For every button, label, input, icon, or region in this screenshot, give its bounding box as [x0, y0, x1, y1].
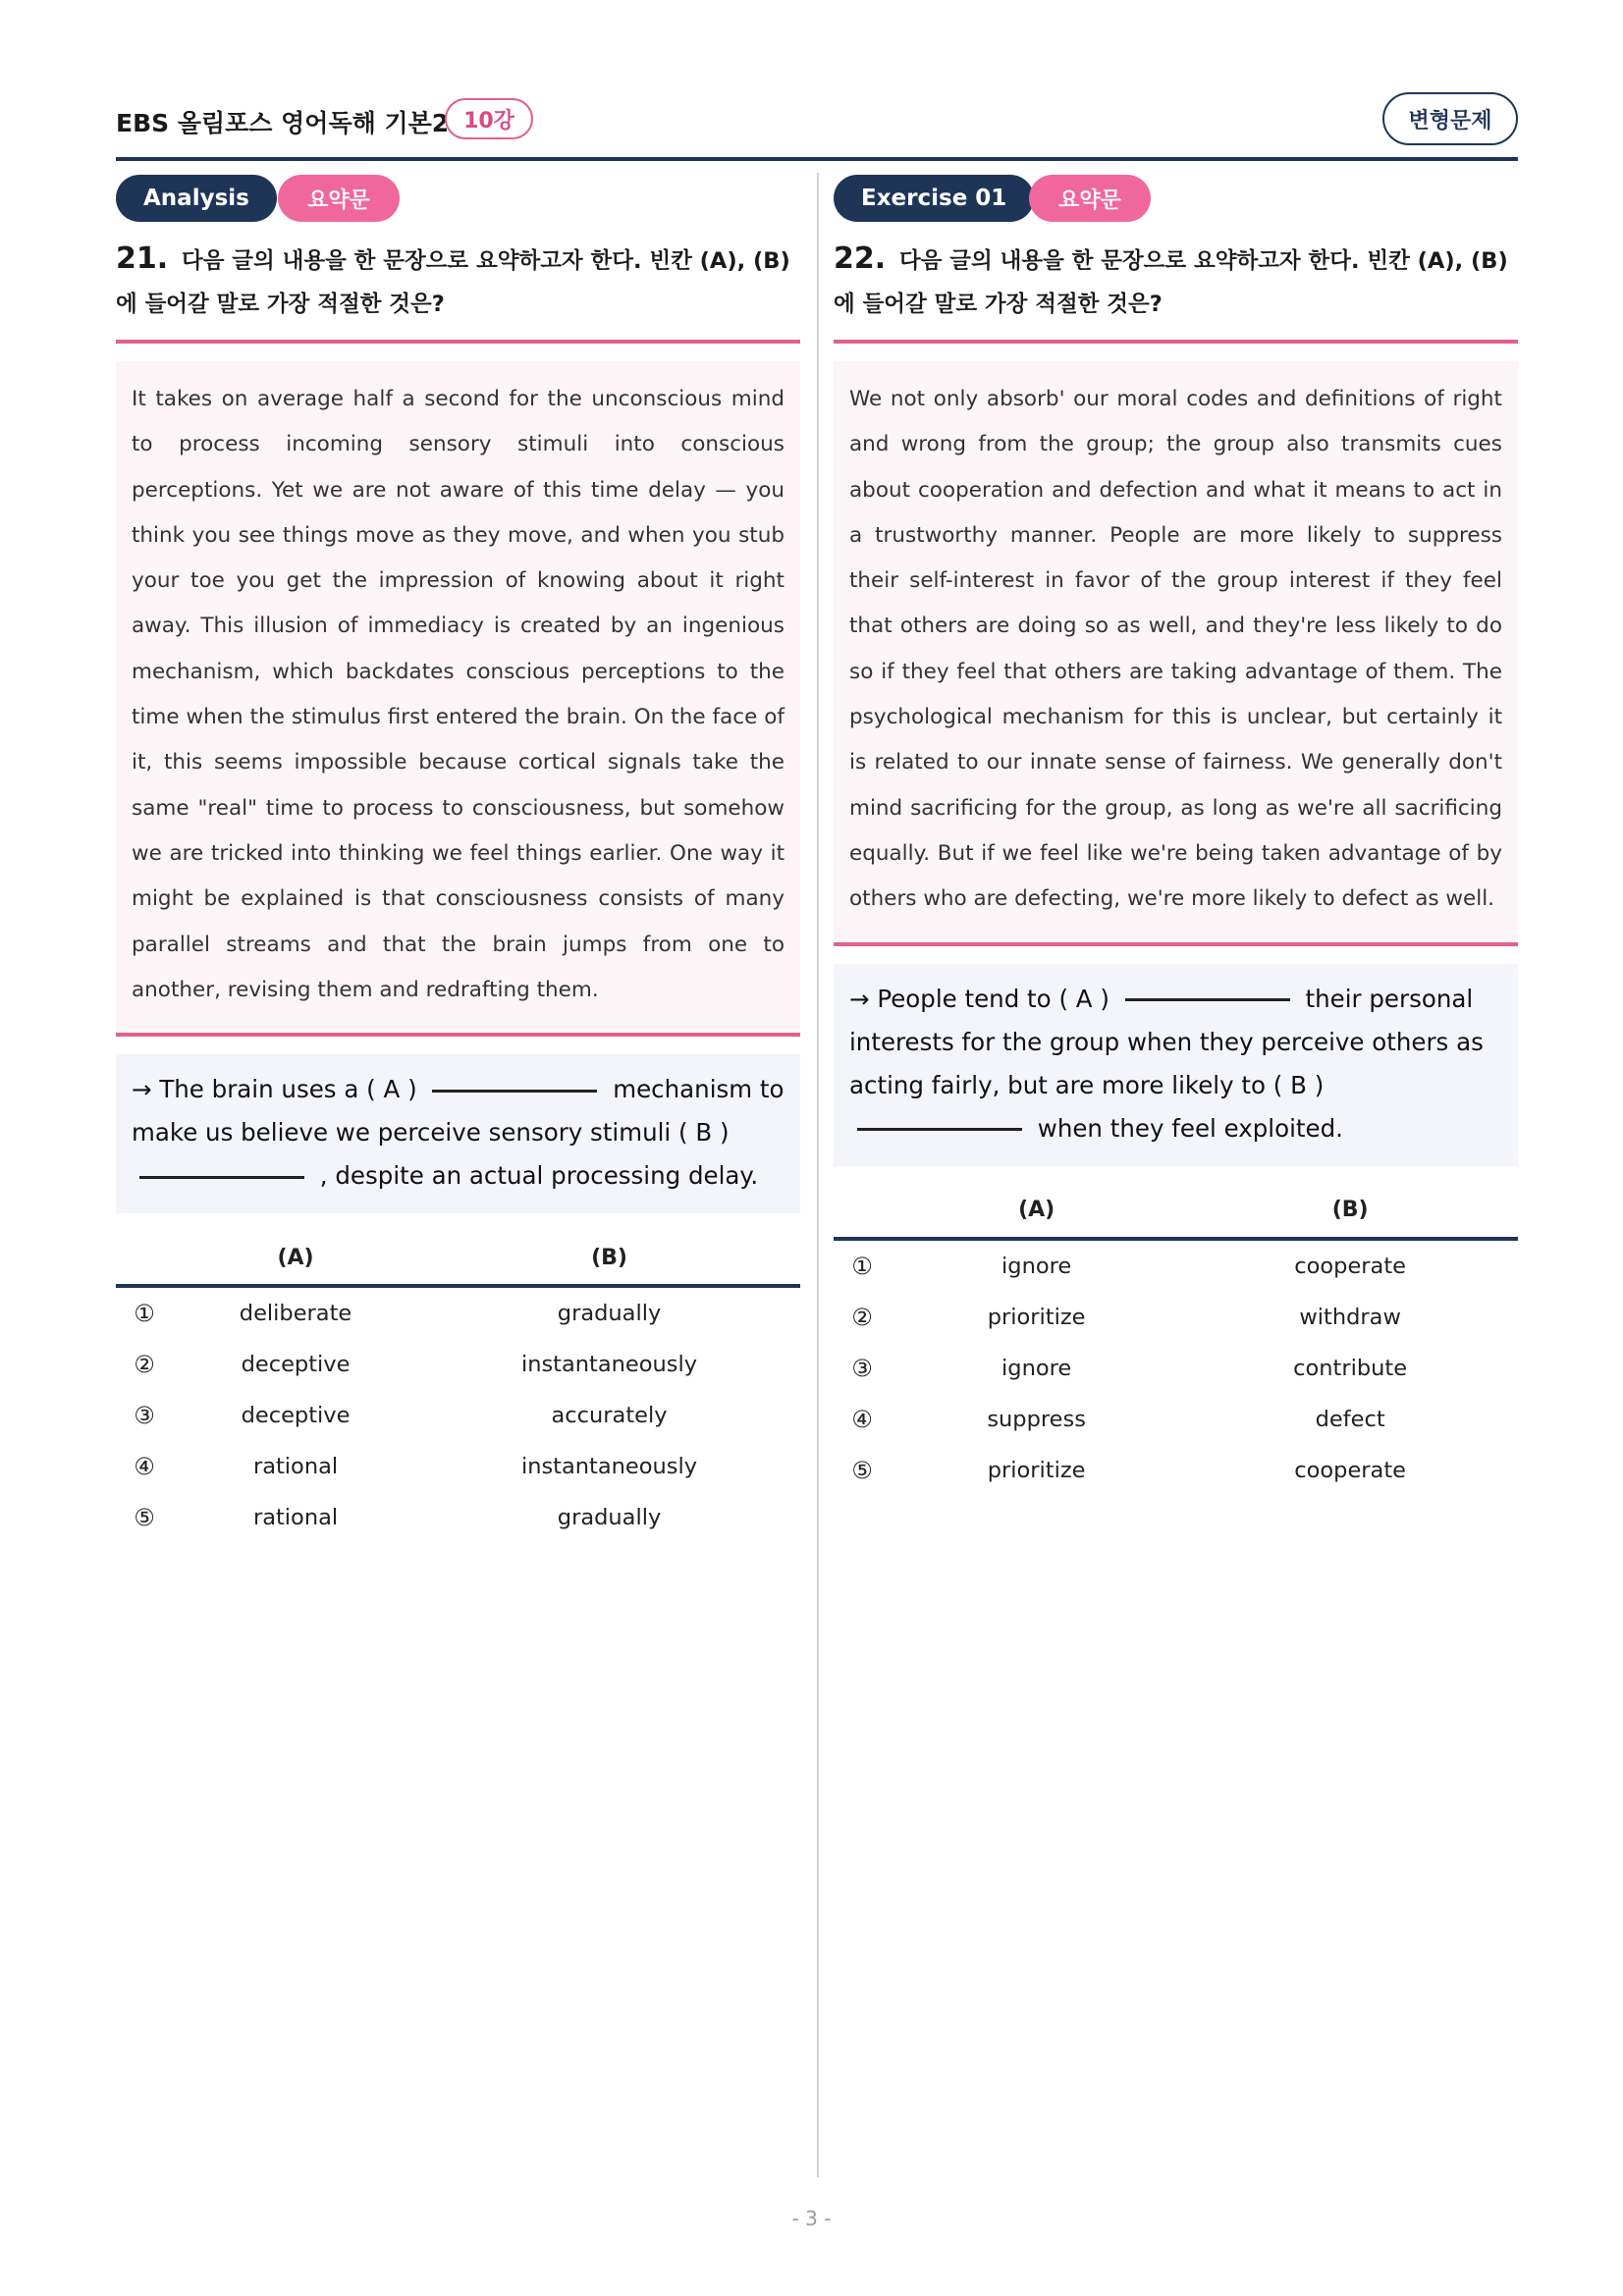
choice-a: deceptive [241, 1352, 351, 1378]
column-header-a: (A) [173, 1231, 418, 1286]
blank-b [857, 1128, 1022, 1131]
left-column [116, 173, 800, 1543]
choice-b: gradually [557, 1301, 662, 1327]
choice-number[interactable]: ② [134, 1351, 155, 1379]
choice-a: suppress [987, 1406, 1086, 1432]
summary-text-1: → People tend to [849, 984, 1052, 1013]
question-text: 다음 글의 내용을 한 문장으로 요약하고자 한다. 빈칸 (A), (B)에 들어갈 말로 가장 적절한 것은? [116, 248, 790, 317]
column-divider [817, 173, 819, 2177]
choice-row[interactable] [116, 1390, 800, 1441]
summary-tag: 요약문 [1029, 175, 1151, 222]
choice-a: rational [252, 1454, 339, 1480]
column-header-b: (B) [1182, 1184, 1518, 1239]
choice-a: ignore [1001, 1355, 1072, 1381]
choice-b: instantaneously [520, 1454, 698, 1480]
blank-a [1125, 998, 1290, 1001]
summary-text-2: their personal interests for the group when they perceive others as acting fairly, but are more likely to [849, 984, 1484, 1099]
choice-row[interactable] [116, 1339, 800, 1390]
summary-text-3: when they feel exploited. [1037, 1113, 1343, 1143]
passage-22: We not only absorb' our moral codes and definitions of right and wrong from the group; the group also transmits cues about cooperation and defection and what it means to act in a trustworthy manner. People are more likely to suppress their self-interest in favor of the group interest if they feel that others are doing so as well, and they're less likely to do so if they feel that others are taking advantage of them. The psychological mechanism for this is unclear, but certainly it is related to our innate sense of fairness. We generally don't mind sacrificing for the group, as long as we're all sacrificing equally. But if we feel like we're being taken advantage of by others who are defecting, we're more likely to defect as well. [834, 361, 1518, 946]
choice-b: contribute [1293, 1355, 1408, 1381]
column-header-b: (B) [418, 1231, 800, 1286]
choice-row[interactable] [116, 1441, 800, 1492]
choice-b: instantaneously [520, 1352, 698, 1378]
choice-a: ignore [1001, 1253, 1072, 1279]
summary-text-2: mechanism to make us believe we perceive sensory stimuli [132, 1075, 784, 1148]
choice-number[interactable]: ④ [851, 1405, 873, 1433]
question-22 [834, 238, 1518, 344]
choice-row[interactable] [116, 1286, 800, 1339]
choice-number[interactable]: ② [851, 1303, 873, 1331]
passage-21: It takes on average half a second for the unconscious mind to process incoming sensory stimuli into conscious perceptions. Yet we are not aware of this time delay — you think you see things move as they move, and when you stub your toe you get the impression of knowing about it right away. This illusion of immediacy is created by an ingenious mechanism, which backdates conscious perceptions to the time when the stimulus first entered the brain. On the face of it, this seems impossible because cortical signals take the same "real" time to process to consciousness, but somehow we are tricked into thinking we feel things earlier. One way it might be explained is that consciousness consists of many parallel streams and that the brain jumps from one to another, revising them and redrafting them. [116, 361, 800, 1037]
summary-22 [834, 964, 1518, 1166]
question-21 [116, 238, 800, 344]
blank-label-a: ( A ) [1058, 984, 1109, 1013]
column-header-a: (A) [891, 1184, 1182, 1239]
book-title: EBS 올림포스 영어독해 기본2 [116, 109, 450, 137]
choice-number[interactable]: ⑤ [851, 1456, 873, 1484]
choice-number[interactable]: ④ [134, 1453, 155, 1481]
choice-number[interactable]: ③ [851, 1354, 873, 1382]
lesson-badge: 10강 [445, 98, 533, 139]
blank-a [432, 1090, 597, 1093]
right-column [834, 173, 1518, 1496]
choice-number[interactable]: ③ [134, 1402, 155, 1430]
exercise-tag: Exercise 01 [834, 175, 1034, 222]
blank-label-b: ( B ) [678, 1118, 730, 1148]
blank-label-b: ( B ) [1272, 1070, 1325, 1099]
choice-b: accurately [551, 1403, 668, 1429]
choices-table-21 [116, 1231, 800, 1543]
choice-row[interactable] [834, 1292, 1518, 1343]
choice-row[interactable] [834, 1394, 1518, 1445]
page-header [116, 96, 1518, 161]
choice-row[interactable] [834, 1343, 1518, 1394]
choice-a: deceptive [241, 1403, 351, 1429]
choice-number[interactable]: ⑤ [134, 1504, 155, 1532]
choice-b: cooperate [1294, 1253, 1406, 1279]
tag-row [116, 173, 800, 224]
page-number: - 3 - [791, 2207, 832, 2230]
choice-b: defect [1315, 1406, 1385, 1432]
choice-b: cooperate [1294, 1457, 1406, 1483]
analysis-tag: Analysis [116, 175, 277, 222]
choices-table-22 [834, 1184, 1518, 1496]
choice-b: withdraw [1299, 1304, 1401, 1330]
choice-number[interactable]: ① [851, 1252, 873, 1280]
choice-a: rational [252, 1505, 339, 1531]
summary-text-3: , despite an actual processing delay. [319, 1161, 759, 1191]
choice-a: prioritize [987, 1304, 1086, 1330]
choice-row[interactable] [116, 1492, 800, 1543]
blank-label-a: ( A ) [366, 1075, 417, 1104]
choice-row[interactable] [834, 1445, 1518, 1496]
question-text: 다음 글의 내용을 한 문장으로 요약하고자 한다. 빈칸 (A), (B)에 들어갈 말로 가장 적절한 것은? [834, 248, 1508, 317]
blank-b [139, 1176, 304, 1179]
variant-badge: 변형문제 [1382, 92, 1518, 145]
tag-row [834, 173, 1518, 224]
choice-b: gradually [557, 1505, 662, 1531]
question-number: 22. [834, 241, 887, 276]
choice-number[interactable]: ① [134, 1300, 155, 1328]
summary-21 [116, 1054, 800, 1213]
summary-tag: 요약문 [278, 175, 400, 222]
question-number: 21. [116, 241, 169, 276]
choice-a: deliberate [239, 1301, 352, 1327]
summary-text-1: → The brain uses a [132, 1075, 359, 1104]
choice-a: prioritize [987, 1457, 1086, 1483]
choice-row[interactable] [834, 1239, 1518, 1292]
